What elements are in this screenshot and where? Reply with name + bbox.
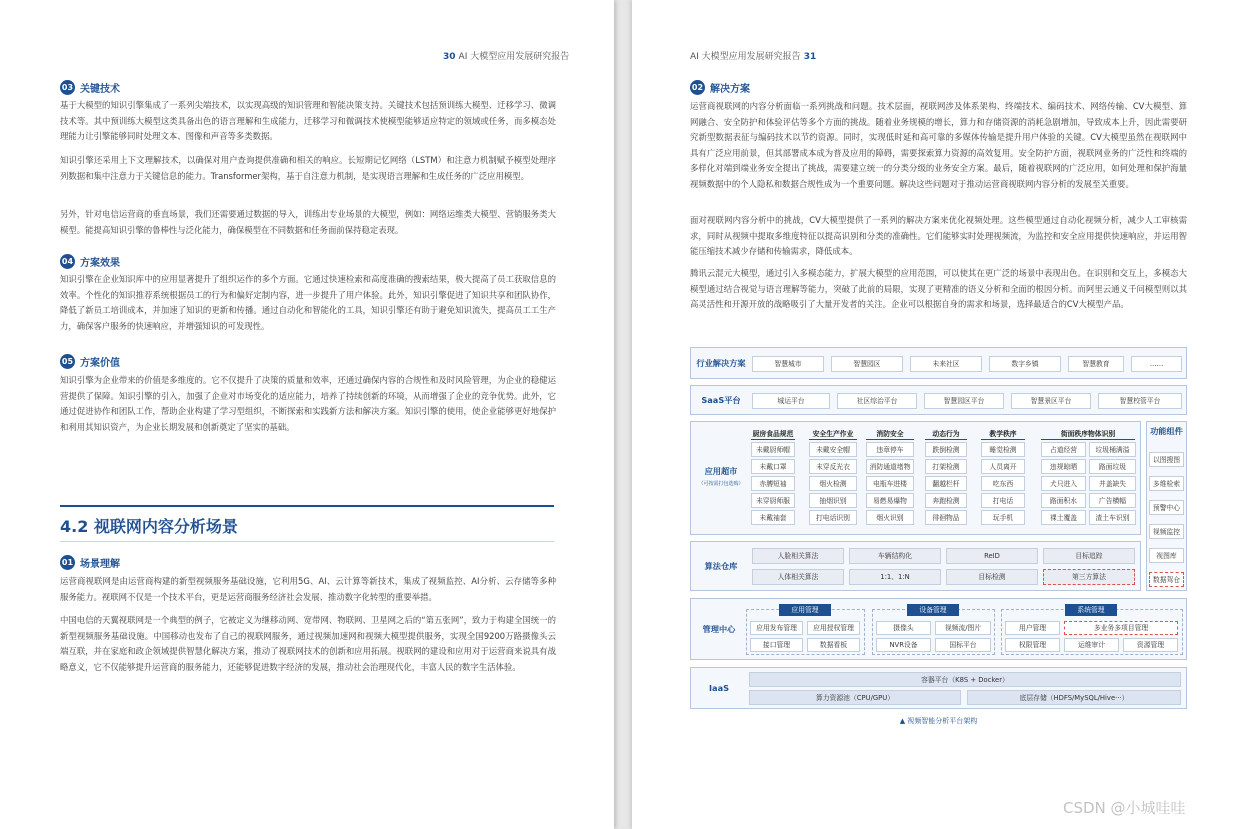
section-number-badge: 02	[690, 80, 705, 95]
paragraph: 运营商视联网的内容分析面临一系列挑战和问题。技术层面，视联网涉及体系架构、终端技术、编码技术、网络传输、CV大模型、算网融合、安全防护和体验评估等多个方面的挑战。随着业务规模的增长，算力和存储资源的消耗急剧增加，导致成本上升，因此需要研究新型数据表征与编码技术以节约资源。同时，实现低时延和高可靠的多媒体传输是提升用户体验的关键。CV大模型虽然在视联网中具有广泛应用前景，但其部署成本成为普及应用的障碍，需要探索算力资源的高效复用。安全防护方面，视联网业务的广泛性和终端的多样化对端到端业务安全提出了挑战，需要建立统一的分类分级的业务安全方案。最后，随着视联网的广泛应用，如何处理和保护海量视频数据中的个人隐私和数据合规性成为一个重要问题。解决这些问题对于推动运营商视联网内容分析的发展至关重要。	[690, 101, 1187, 189]
saas-band	[690, 385, 1187, 415]
diagram-cell: 车辆结构化	[849, 548, 941, 564]
section-number-badge: 03	[60, 80, 75, 95]
watermark: CSDN @小城哇哇	[1063, 799, 1186, 817]
diagram-cell: 未戴厨师帽	[751, 442, 795, 457]
diagram-cell: 智慧教育	[1068, 356, 1124, 372]
diagram-cell: 未戴安全帽	[809, 442, 857, 457]
diagram-cell: 资源管理	[1123, 638, 1178, 652]
section-heading-04	[60, 254, 120, 269]
diagram-cell: 智慧园区	[831, 356, 903, 372]
diagram-cell: 抽烟识别	[809, 493, 857, 508]
paragraph: 面对视联网内容分析中的挑战，CV大模型提供了一系列的解决方案来优化视频处理。这些模型通过自动化视频分析，减少人工审核需求，同时从视频中提取多维度特征以提高识别和分类的准确性。它们能够实时处理视频流，为监控和安全应用提供快速响应，并运用智能压缩技术减少存储和传输需求，降低成本。	[690, 215, 1187, 257]
diagram-cell: 犬只进入	[1041, 476, 1086, 491]
right-page-number: 31	[803, 52, 817, 62]
diagram-cell: 摄像头	[876, 621, 931, 635]
diagram-cell: 容器平台（K8S + Docker）	[749, 672, 1181, 687]
column-heading: 厨房食品规范	[752, 430, 794, 438]
algorithm-band	[690, 541, 1141, 591]
right-running-title: AI 大模型应用发展研究报告	[690, 52, 801, 62]
diagram-cell: 底层存储（HDFS/MySQL/Hive···）	[967, 690, 1181, 705]
diagram-cell: 打架检测	[925, 459, 967, 474]
band-label: 行业解决方案	[696, 358, 746, 368]
diagram-cell: 未戴袖套	[751, 510, 795, 525]
band-sublabel: （可按需打包选购）	[698, 481, 744, 487]
paragraph: 另外，针对电信运营商的垂直场景，我们还需要通过数据的导入，训练出专业场景的大模型，例如：网络运维类大模型、营销服务类大模型。能提高知识引擎的鲁棒性与泛化能力，确保模型在不同数据和任务面前保持稳定表现。	[60, 209, 556, 235]
industry-band	[690, 347, 1187, 379]
diagram-cell: 路面积水	[1041, 493, 1086, 508]
section-title: 解决方案	[710, 84, 750, 95]
diagram-cell: 跌倒检测	[925, 442, 967, 457]
diagram-cell: 人脸相关算法	[752, 548, 844, 564]
diagram-cell: NVR设备	[876, 638, 931, 652]
diagram-cell: 多维检索	[1149, 476, 1184, 491]
section-number-badge: 05	[60, 354, 75, 369]
band-label: SaaS平台	[701, 395, 741, 405]
column-heading: 动态行为	[925, 428, 967, 440]
diagram-cell: 赤膊短袖	[751, 476, 795, 491]
band-label: 应用超市	[704, 466, 738, 476]
diagram-cell: 裸土覆盖	[1041, 510, 1086, 525]
diagram-cell: 智慧城市	[752, 356, 824, 372]
diagram-cell: 1:1、1:N	[849, 569, 941, 585]
section-title: 方案效果	[80, 258, 120, 269]
diagram-cell: 智慧景区平台	[1011, 393, 1091, 409]
paragraph: 中国电信的天翼视联网是一个典型的例子，它被定义为继移动网、宽带网、物联网、卫星网之后的“第五张网”，致力于构建全国统一的新型视频服务基础设施。中国移动也发布了自己的视联网服务，通过视频加速网和视频大模型提供服务，实现全国9200万路摄像头云端互联，并在家庭和政企领域提供智慧化解决方案，推动了视联网技术的创新和应用拓展。视联网的建设和应用对于运营商来说具有战略意义，它不仅能够提升运营商的服务能力，还能够促进数字经济的发展，推动社会治理现代化，丰富人民的数字生活体验。	[60, 615, 556, 672]
diagram-cell: 翻越栏杆	[925, 476, 967, 491]
paragraph: 知识引擎为企业带来的价值是多维度的。它不仅提升了决策的质量和效率，还通过确保内容的合规性和及时风险管理，为企业的稳健运营提供了保障。知识引擎的引入，加强了企业对市场变化的适应能力，培养了持续创新的环境，从而增强了企业的竞争优势。此外，它通过促进协作和团队工作，帮助企业构建了学习型组织，不断探索和实践新方法和解决方案。知识引擎的使用，使企业能够更好地保护和利用其知识资产，为企业长期发展和创新奠定了坚实的基础。	[60, 375, 556, 432]
diagram-cell: 数据驾仓	[1149, 572, 1184, 587]
column-heading: 消防安全	[866, 428, 914, 440]
diagram-cell: 路面垃圾	[1089, 459, 1136, 474]
diagram-cell: 城运平台	[752, 393, 830, 409]
diagram-cell: 电瓶车进楼	[866, 476, 914, 491]
diagram-cell: 烟火检测	[809, 476, 857, 491]
management-band	[690, 598, 1187, 660]
diagram-cell: ……	[1131, 356, 1182, 372]
band-label: 算法仓库	[704, 561, 738, 571]
diagram-cell: 奔跑检测	[925, 493, 967, 508]
diagram-cell: 消防通道堵物	[866, 459, 914, 474]
diagram-cell: 视频流/图片	[935, 621, 991, 635]
diagram-cell: 违规晾晒	[1041, 459, 1086, 474]
diagram-cell: 占道经营	[1041, 442, 1086, 457]
diagram-cell: 渣土车识别	[1089, 510, 1136, 525]
group-heading: 应用管理	[779, 604, 831, 616]
diagram-cell: 未戴口罩	[751, 459, 795, 474]
diagram-cell: 目标追踪	[1043, 548, 1135, 564]
diagram-cell: 智慧园区平台	[924, 393, 1004, 409]
diagram-cell: ReID	[946, 548, 1038, 564]
diagram-cell: 用户管理	[1005, 621, 1060, 635]
left-page	[0, 0, 614, 829]
diagram-cell: 运维审计	[1064, 638, 1119, 652]
diagram-cell: 烟火识别	[866, 510, 914, 525]
diagram-cell: 未来社区	[910, 356, 982, 372]
architecture-diagram	[690, 347, 1187, 712]
band-label: 功能组件	[1150, 426, 1183, 436]
diagram-cell: 数字乡镇	[989, 356, 1061, 372]
diagram-cell: 井盖缺失	[1089, 476, 1136, 491]
section-title: 关键技术	[80, 84, 120, 95]
diagram-cell: 垃圾桶满溢	[1089, 442, 1136, 457]
iaas-band	[690, 667, 1187, 709]
left-running-head	[440, 49, 569, 62]
section-number-badge: 04	[60, 254, 75, 269]
column-heading: 教学秩序	[981, 428, 1025, 440]
diagram-cell: 玩手机	[981, 510, 1025, 525]
diagram-cell: 睡觉检测	[981, 442, 1025, 457]
section-heading-02	[690, 80, 750, 95]
diagram-cell: 预警中心	[1149, 500, 1184, 515]
paragraph: 运营商视联网是由运营商构建的新型视频服务基础设施，它利用5G、AI、云计算等新技术，集成了视频监控、AI分析、云存储等多种服务能力。视联网不仅是一个技术平台，更是运营商服务经济社会发展、推动数字化转型的重要举措。	[60, 576, 556, 602]
diagram-cell: 人员离开	[981, 459, 1025, 474]
diagram-cell: 社区综治平台	[837, 393, 917, 409]
heading-underline	[60, 541, 554, 542]
left-page-number: 30	[443, 52, 456, 62]
diagram-cell: 徘徊物品	[925, 510, 967, 525]
diagram-cell: 接口管理	[750, 638, 803, 652]
section-title: 场景理解	[80, 559, 120, 570]
paragraph: 知识引擎还采用上下文理解技术，以确保对用户查询提供准确和相关的响应。长短期记忆网络（LSTM）和注意力机制赋予模型处理序列数据和集中注意力于关键信息的能力。Transformer架构，基于自注意力机制，是实现语言理解和生成任务的广泛应用模型。	[60, 155, 556, 181]
section-title: 方案价值	[80, 358, 120, 369]
diagram-cell: 多业务多项目管理	[1064, 621, 1178, 635]
diagram-cell: 吃东西	[981, 476, 1025, 491]
diagram-cell: 未穿反光衣	[809, 459, 857, 474]
group-heading: 设备管理	[907, 604, 959, 616]
section-heading-01	[60, 555, 120, 570]
paragraph: 腾讯云混元大模型，通过引入多模态能力，扩展大模型的应用范围，可以使其在更广泛的场景中表现出色。在识别和交互上，多模态大模型通过结合视觉与语言理解等能力，突破了此前的局限，实现了更精准的语义分析和全面的根因分析。而阿里云通义千问模型则以其高灵活性和开源开放的战略吸引了大量开发者的关注。企业可以根据自身的需求和场景，选择最适合的CV大模型产品。	[690, 268, 1187, 310]
diagram-cell: 应用授权管理	[807, 621, 860, 635]
group-heading: 系统管理	[1065, 604, 1117, 616]
diagram-cell: 智慧校管平台	[1098, 393, 1182, 409]
section-number-badge: 01	[60, 555, 75, 570]
column-heading: 安全生产作业	[809, 428, 857, 440]
column-heading: 街面秩序物体识别	[1041, 428, 1135, 440]
diagram-cell: 应用发布管理	[750, 621, 803, 635]
app-market-band	[690, 421, 1141, 535]
diagram-cell: 权限管理	[1005, 638, 1060, 652]
section-heading-05	[60, 354, 120, 369]
diagram-cell: 算力资源池（CPU/GPU）	[749, 690, 961, 705]
left-running-title: AI 大模型应用发展研究报告	[458, 52, 570, 62]
diagram-cell: 视图库	[1149, 548, 1184, 563]
paragraph: 基于大模型的知识引擎集成了一系列尖端技术，以实现高级的知识管理和智能决策支持。关键技术包括预训练大模型、迁移学习、微调技术等。其中预训练大模型这类具备出色的语言理解和生成能力，迁移学习和微调技术使模型能够适应特定的领域或任务，而多模态处理能力让引擎能够同时处理文本、图像和声音等多类数据。	[60, 100, 556, 142]
figure-caption: ▲ 视频智能分析平台架构	[899, 717, 978, 725]
diagram-cell: 广告横幅	[1089, 493, 1136, 508]
band-label: 管理中心	[702, 624, 736, 634]
right-running-head	[690, 49, 819, 62]
band-label: IaaS	[709, 683, 729, 693]
diagram-cell: 数据看板	[807, 638, 860, 652]
diagram-cell: 违章停车	[866, 442, 914, 457]
diagram-cell: 未穿厨师服	[751, 493, 795, 508]
diagram-cell: 人体相关算法	[752, 569, 844, 585]
diagram-cell: 打电话识别	[809, 510, 857, 525]
diagram-cell: 国标平台	[935, 638, 991, 652]
function-components-band	[1146, 421, 1187, 591]
diagram-cell: 以图搜图	[1149, 452, 1184, 467]
diagram-cell: 视频监控	[1149, 524, 1184, 539]
heading-rule	[60, 505, 554, 507]
chapter-heading: 4.2 视联网内容分析场景	[60, 517, 238, 536]
diagram-cell: 第三方算法	[1043, 569, 1135, 585]
chapter-heading-block	[60, 505, 554, 542]
diagram-cell: 目标检测	[946, 569, 1038, 585]
paragraph: 知识引擎在企业知识库中的应用显著提升了组织运作的多个方面。它通过快速检索和高度准确的搜索结果，极大提高了员工获取信息的效率。个性化的知识推荐系统根据员工的行为和偏好定制内容，进一步提升了用户体验。此外，知识引擎促进了知识共享和团队协作，降低了新员工培训成本，并加速了知识的更新和传播。通过自动化和智能化的工具，知识引擎还有助于避免知识流失，提高员工工生产力，确保客户服务的快速响应，并增强知识的可发现性。	[60, 274, 556, 331]
section-heading-03	[60, 80, 120, 95]
diagram-cell: 易燃易爆物	[866, 493, 914, 508]
diagram-cell: 打电话	[981, 493, 1025, 508]
